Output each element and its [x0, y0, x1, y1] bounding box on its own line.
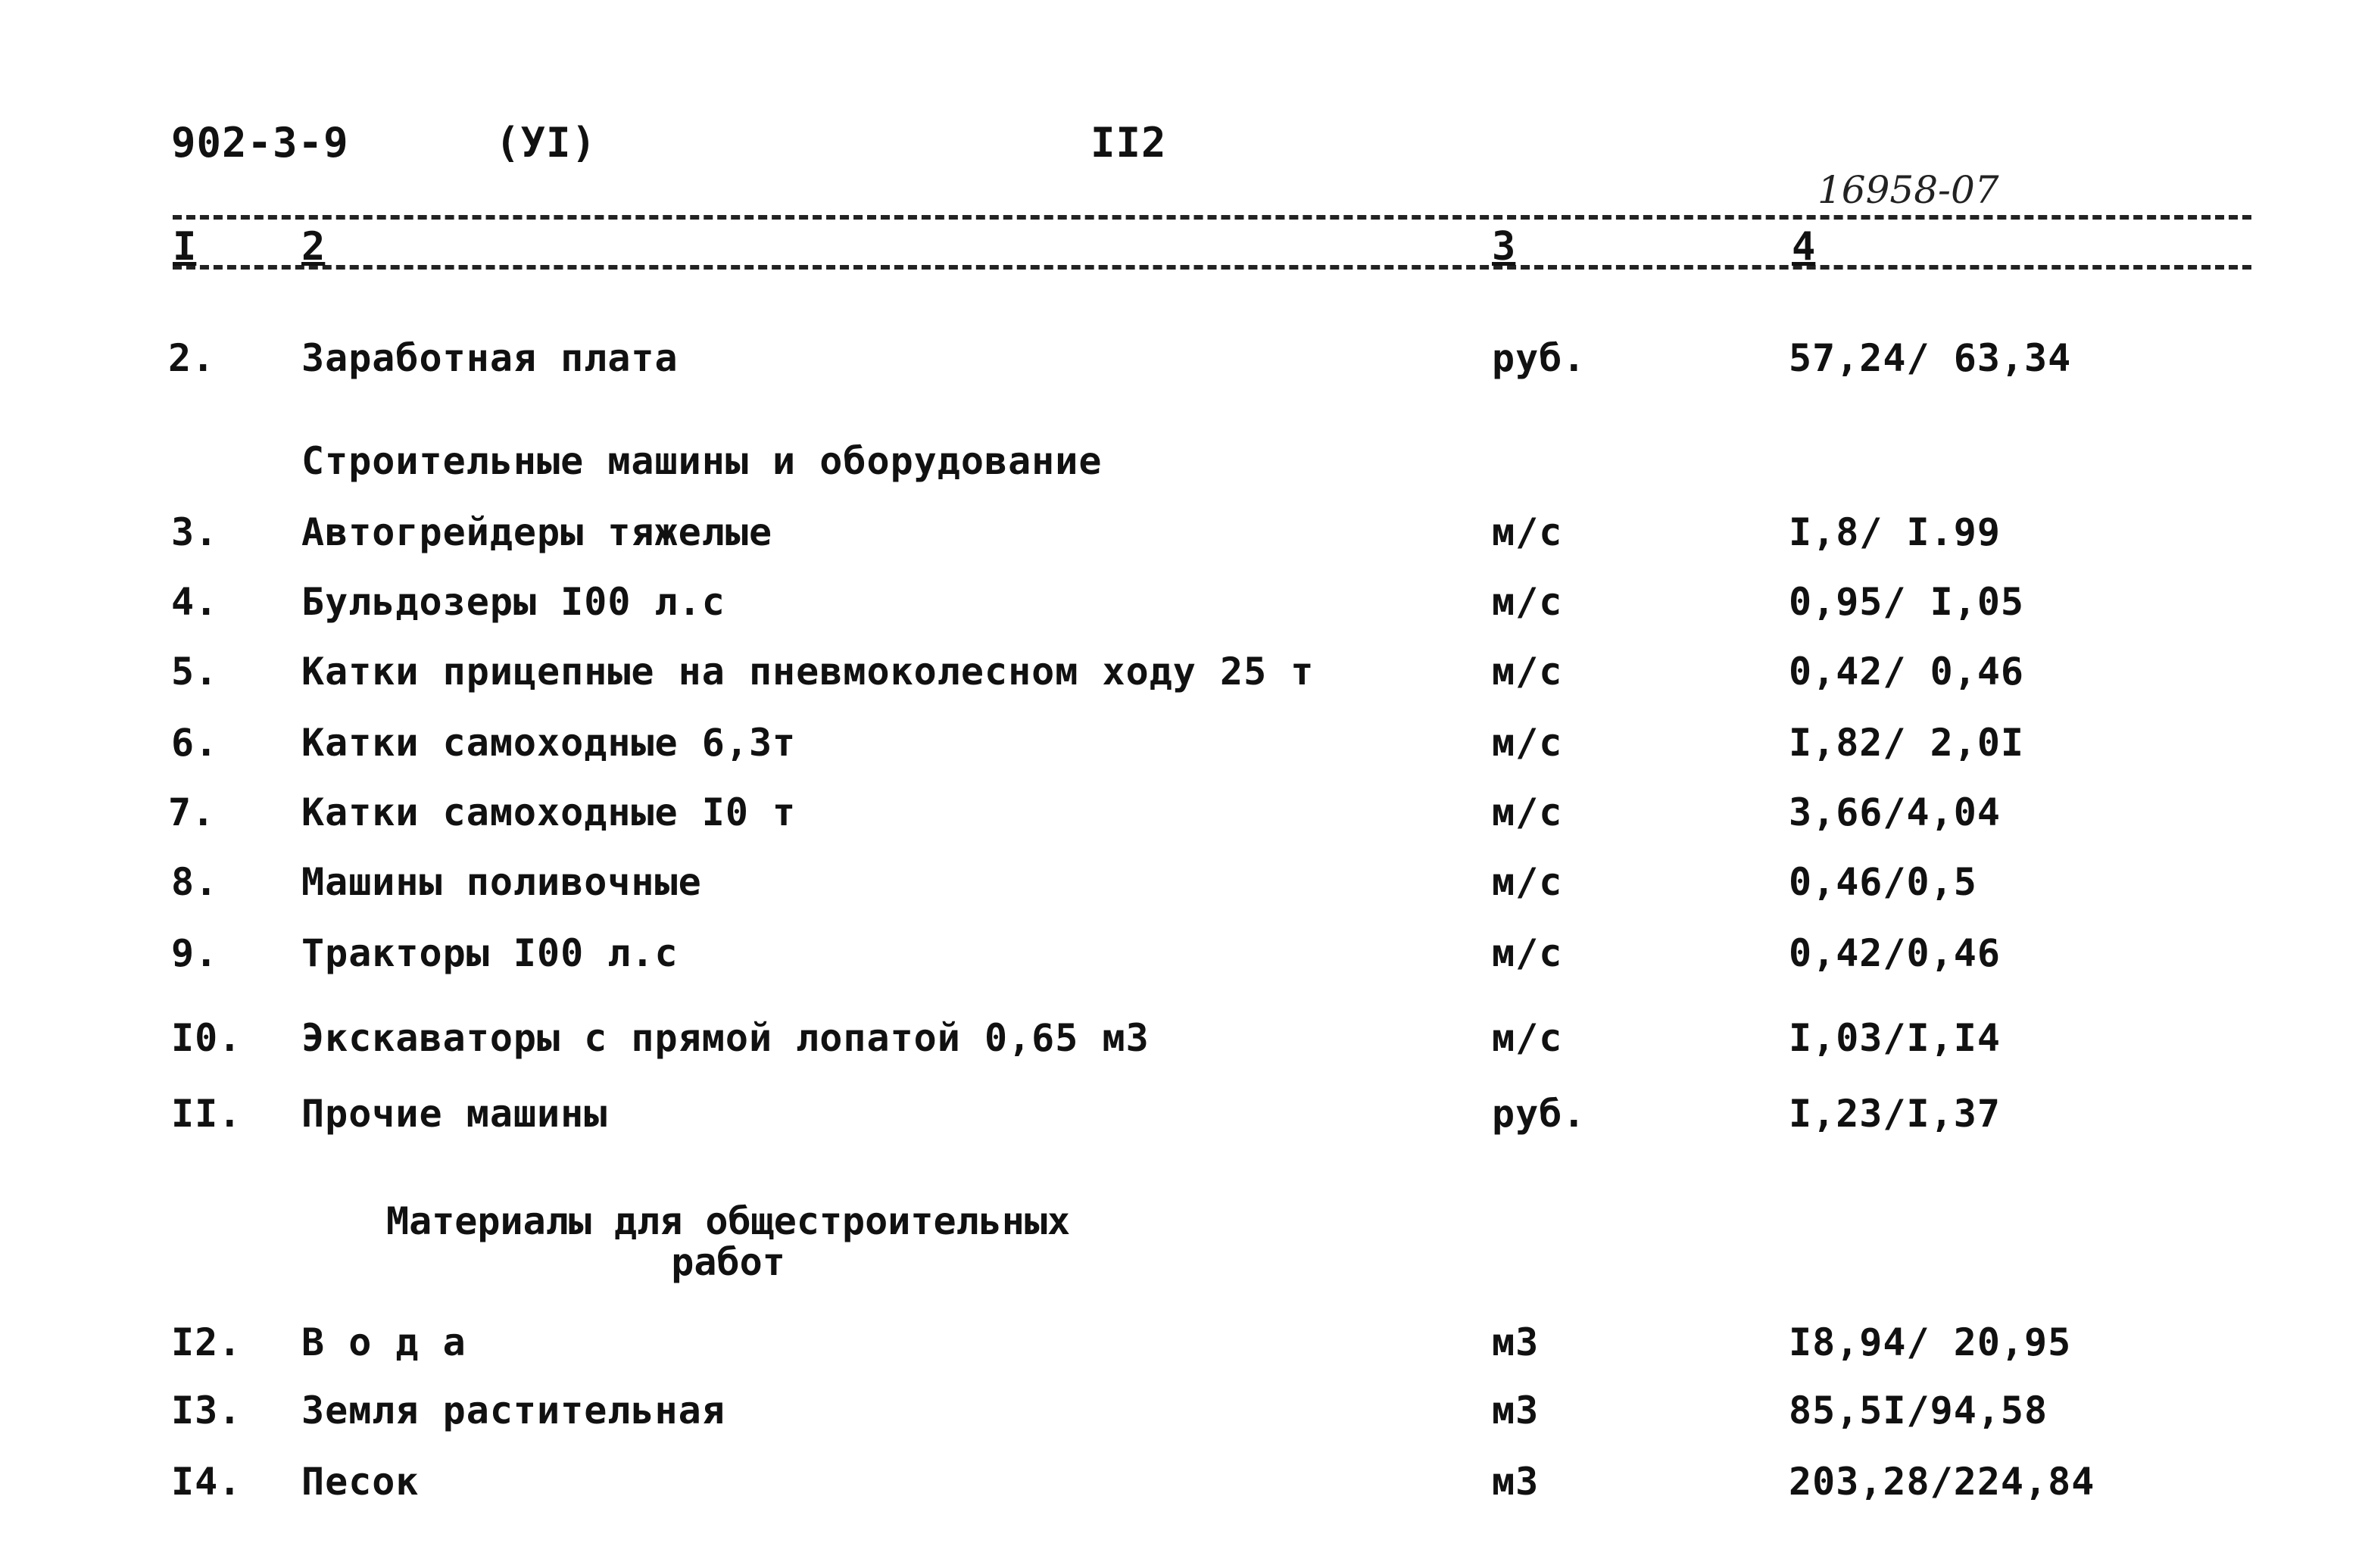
- row-name: Экскаваторы с прямой лопатой 0,65 м3: [301, 1016, 1150, 1060]
- row-number: 8.: [171, 860, 219, 904]
- row-value: I,23/I,37: [1789, 1092, 2001, 1136]
- row-name: Машины поливочные: [301, 860, 702, 904]
- row-value: I,82/ 2,0I: [1789, 721, 2025, 765]
- row-number: 4.: [171, 580, 219, 624]
- row-value: 0,46/0,5: [1789, 860, 1977, 904]
- row-value: I,03/I,I4: [1789, 1016, 2001, 1060]
- header-rule-bottom: [173, 265, 2251, 270]
- row-name: Земля растительная: [301, 1389, 725, 1432]
- page-number: II2: [1090, 119, 1167, 167]
- document-part: (УI): [495, 119, 597, 167]
- row-name: Катки самоходные I0 т: [301, 790, 797, 834]
- row-number: 5.: [171, 650, 219, 694]
- inventory-number: 16958-07: [1817, 168, 1999, 212]
- row-number: 6.: [171, 721, 219, 765]
- row-name: В о д а: [301, 1320, 466, 1364]
- row-unit: м/с: [1492, 721, 1563, 765]
- row-unit: м/с: [1492, 790, 1563, 834]
- row-value: 85,5I/94,58: [1789, 1389, 2048, 1432]
- row-unit: м/с: [1492, 931, 1563, 975]
- row-value: 0,42/0,46: [1789, 931, 2001, 975]
- row-number: 3.: [171, 510, 219, 554]
- row-name: Бульдозеры I00 л.с: [301, 580, 725, 624]
- column-number-1: I: [173, 224, 197, 270]
- row-name: Автогрейдеры тяжелые: [301, 510, 773, 554]
- section-heading-materials: [386, 1201, 1070, 1283]
- row-unit: м/с: [1492, 580, 1563, 624]
- header-rule-top: [173, 215, 2251, 220]
- row-value: 3,66/4,04: [1789, 790, 2001, 834]
- row-value: 57,24/ 63,34: [1789, 336, 2072, 380]
- row-value: 203,28/224,84: [1789, 1460, 2095, 1504]
- row-name: Прочие машины: [301, 1092, 608, 1136]
- row-number: 9.: [171, 931, 219, 975]
- row-name: Катки прицепные на пневмоколесном ходу 25 т: [301, 650, 1315, 694]
- row-name: Катки самоходные 6,3т: [301, 721, 797, 765]
- document-code: 902-3-9: [171, 119, 349, 167]
- row-unit: руб.: [1492, 336, 1587, 380]
- column-number-3: 3: [1492, 224, 1516, 270]
- section-heading-machines: Строительные машины и оборудование: [301, 439, 1103, 483]
- column-number-2: 2: [301, 224, 326, 270]
- row-name: Заработная плата: [301, 336, 679, 380]
- row-number: 7.: [168, 790, 216, 834]
- column-number-4: 4: [1792, 224, 1816, 270]
- row-value: 0,95/ I,05: [1789, 580, 2025, 624]
- row-unit: м3: [1492, 1460, 1540, 1504]
- section-heading-materials-line2: работ: [671, 1240, 785, 1284]
- row-unit: м/с: [1492, 860, 1563, 904]
- row-unit: м3: [1492, 1389, 1540, 1432]
- row-number: I3.: [171, 1389, 242, 1432]
- row-unit: м/с: [1492, 650, 1563, 694]
- row-unit: руб.: [1492, 1092, 1587, 1136]
- row-unit: м3: [1492, 1320, 1540, 1364]
- row-number: I4.: [171, 1460, 242, 1504]
- section-heading-materials-line1: Материалы для общестроительных: [386, 1199, 1071, 1243]
- row-unit: м/с: [1492, 510, 1563, 554]
- row-value: I8,94/ 20,95: [1789, 1320, 2072, 1364]
- row-number: I2.: [171, 1320, 242, 1364]
- row-unit: м/с: [1492, 1016, 1563, 1060]
- row-name: Тракторы I00 л.с: [301, 931, 679, 975]
- row-number: 2.: [168, 336, 216, 380]
- row-value: 0,42/ 0,46: [1789, 650, 2025, 694]
- row-name: Песок: [301, 1460, 420, 1504]
- row-value: I,8/ I.99: [1789, 510, 2001, 554]
- row-number: I0.: [171, 1016, 242, 1060]
- row-number: II.: [171, 1092, 242, 1136]
